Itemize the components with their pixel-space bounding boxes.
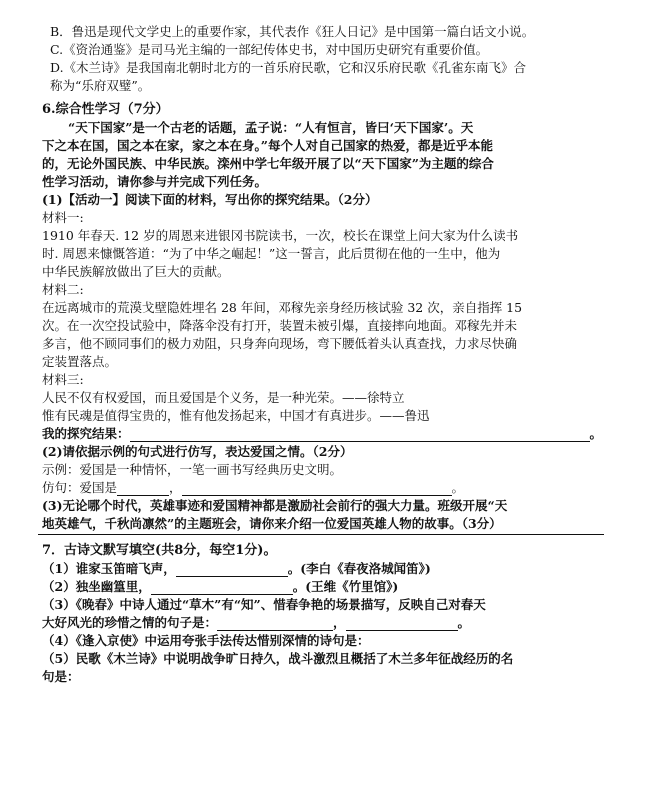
q7-item-3-line-2 [42,615,470,631]
material-1-line-1: 1910 年春天. 12 岁的周恩来进银冈书院读书，一次，校长在课堂上问大家为什么读书 [42,228,519,243]
q6-sub3-line-1: (3)无论哪个时代，英雄事迹和爱国精神都是激励社会前行的强大力量。班级开展“天 [42,498,508,513]
imitation-comma: ， [169,480,182,495]
q7-item-3-line-1: （3）《晚春》中诗人通过“草木”有“知”、惜春争艳的场景描写，反映自己对春天 [42,597,486,612]
q7-item-1-prefix: （1）谁家玉笛暗飞声， [42,561,176,576]
imitation-row [42,480,464,496]
material-2-line-4: 定装置落点。 [42,354,118,369]
q7-item-3-prefix: 大好风光的珍惜之情的句子是： [42,615,218,630]
material-1-label: 材料一: [42,210,84,225]
material-3-line-2: 惟有民魂是值得宝贵的，惟有他发扬起来，中国才有真进步。——鲁迅 [42,408,430,423]
q6-intro-line-1: “天下国家”是一个古老的话题，孟子说：“人有恒言，皆曰‘天下国家’。天 [68,120,474,135]
q7-item-1-blank[interactable] [176,563,288,577]
q7-item-1 [42,561,431,577]
option-d-line-1: D.《木兰诗》是我国南北朝时北方的一首乐府民歌，它和汉乐府民歌《孔雀东南飞》合 [50,60,527,75]
imitation-blank-1[interactable] [117,482,169,496]
q7-item-3-comma: ， [333,615,346,630]
q6-intro-line-2: 下之本在国，国之本在家，家之本在身。”每个人对自己国家的热爱，都是近乎本能 [42,138,493,153]
material-2-line-2: 次。在一次空投试验中，降落伞没有打开，装置未被引爆，直接摔向地面。邓稼先并未 [42,318,518,333]
q7-item-5-line-2: 句是： [42,669,80,684]
imitation-example: 示例：爱国是一种情怀，一笔一画书写经典历史文明。 [42,462,343,477]
material-1-line-3: 中华民族解放做出了巨大的贡献。 [42,264,230,279]
q7-item-4-line-1: （4）《逢入京使》中运用夸张手法传达惜别深情的诗句是： [42,633,370,648]
q6-sub1-prompt: (1)【活动一】阅读下面的材料，写出你的探究结果。（2分） [42,192,378,207]
material-3-label: 材料三: [42,372,84,387]
q7-title: 7．古诗文默写填空(共8分，每空1分)。 [42,543,277,558]
option-d-line-2: 称为“乐府双璧”。 [50,78,151,93]
result-end-period: 。 [589,426,603,441]
result-label: 我的探究结果： [42,426,130,441]
q7-item-3-blank-2[interactable] [346,617,458,631]
material-1-line-2: 时. 周恩来慷慨答道：“为了中华之崛起！”这一誓言，此后贯彻在他的一生中，他为 [42,246,501,261]
imitation-period: 。 [451,480,465,495]
sub3-answer-line[interactable] [38,534,604,535]
q7-item-2-prefix: （2）独坐幽篁里， [42,579,151,594]
material-3-line-1: 人民不仅有权爱国，而且爱国是个义务，是一种光荣。——徐特立 [42,390,405,405]
q6-title: 6.综合性学习（7分） [42,102,169,117]
result-row [42,426,602,442]
q7-item-2-suffix: 。(王维《竹里馆》) [292,579,399,594]
q7-item-3-period: 。 [457,615,471,630]
option-c: C.《资治通鉴》是司马光主编的一部纪传体史书，对中国历史研究有重要价值。 [50,42,489,57]
q6-intro-line-4: 性学习活动，请你参与并完成下列任务。 [42,174,268,189]
q7-item-5-line-1: （5）民歌《木兰诗》中说明战争旷日持久，战斗激烈且概括了木兰多年征战经历的名 [42,651,514,666]
q6-sub3-line-2: 地英雄气，千秋尚凛然”的主题班会，请你来介绍一位爱国英雄人物的故事。（3分） [42,516,502,531]
material-2-label: 材料二: [42,282,84,297]
q7-item-2-blank[interactable] [151,581,293,595]
imitation-blank-2[interactable] [182,482,452,496]
q7-item-3-blank-1[interactable] [217,617,333,631]
q6-sub2-prompt: (2)请依据示例的句式进行仿写，表达爱国之情。（2分） [42,444,353,459]
imitation-label: 仿句：爱国是 [42,480,118,495]
material-2-line-3: 多言，他不顾同事们的极力劝阻，只身奔向现场，弯下腰低着头认真查找，力求尽快确 [42,336,518,351]
material-2-line-1: 在远离城市的荒漠戈壁隐姓埋名 28 年间，邓稼先亲身经历核试验 32 次，亲自指挥 15 [42,300,523,315]
option-b: B．鲁迅是现代文学史上的重要作家，其代表作《狂人日记》是中国第一篇白话文小说。 [50,24,535,39]
q7-item-1-suffix: 。(李白《春夜洛城闻笛》) [287,561,431,576]
q6-intro-line-3: 的，无论外国民族、中华民族。滦州中学七年级开展了以“天下国家”为主题的综合 [42,156,494,171]
q7-item-2 [42,579,398,595]
result-answer-blank[interactable] [130,428,590,442]
